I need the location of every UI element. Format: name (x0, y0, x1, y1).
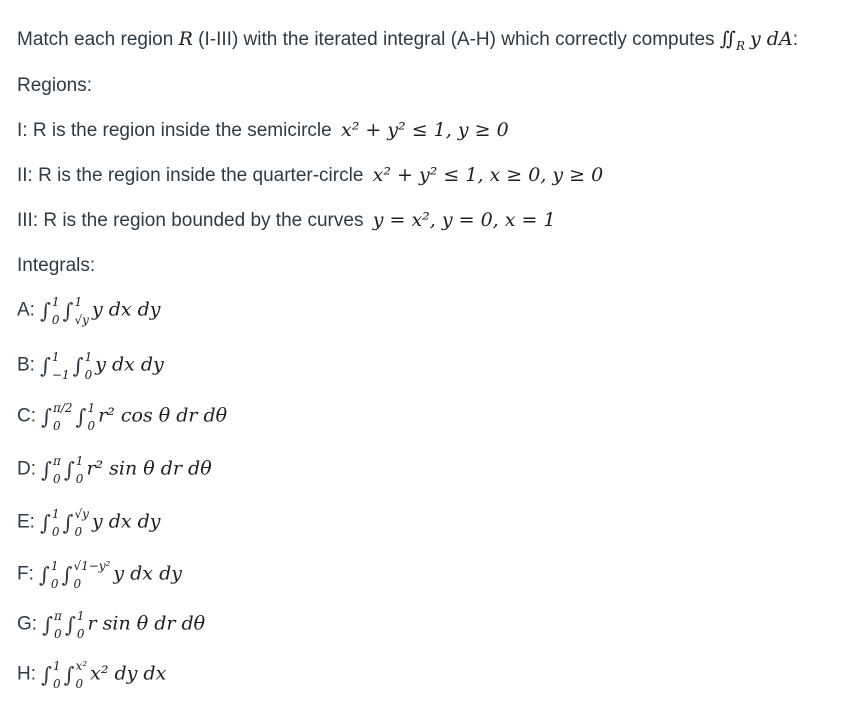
inner-limits (87, 401, 96, 433)
inner-integral-sign: ∫ (64, 612, 76, 637)
integral-row-D (17, 454, 212, 486)
region-math: x² + y² ≤ 1, x ≥ 0, y ≥ 0 (372, 164, 604, 186)
region-row-II (17, 166, 603, 185)
outer-integral-sign: ∫ (39, 353, 51, 378)
integral-label: D: (17, 458, 36, 480)
integral-label: C: (17, 405, 36, 427)
outer-lower-limit: 0 (54, 626, 62, 641)
outer-limits (52, 659, 61, 691)
outer-limits (54, 609, 62, 641)
integrand: y dx dy (95, 353, 164, 376)
prompt-integral-subscript: R (735, 38, 746, 53)
outer-integral-sign: ∫ (41, 662, 52, 687)
integral-row-A (17, 295, 161, 327)
integrals-heading: Integrals: (17, 255, 96, 276)
outer-integral-sign: ∫ (41, 457, 52, 482)
inner-limits (74, 507, 89, 539)
inner-lower-limit: √y (74, 312, 89, 327)
inner-integral-sign: ∫ (61, 562, 73, 587)
prompt-integrand: y dA (750, 28, 793, 50)
outer-lower-limit: 0 (51, 524, 60, 539)
outer-integral-sign: ∫ (41, 404, 52, 429)
outer-lower-limit: 0 (52, 418, 61, 433)
region-row-I (17, 121, 509, 140)
outer-upper-limit: 1 (51, 350, 60, 364)
integral-label: F: (17, 563, 34, 585)
inner-upper-limit: √1−y² (73, 559, 111, 573)
region-text: R is the region bounded by the curves (43, 210, 364, 231)
outer-integral-sign: ∫ (42, 612, 54, 637)
integral-label: E: (17, 511, 35, 533)
region-math: x² + y² ≤ 1, y ≥ 0 (340, 119, 509, 141)
region-text: R is the region inside the semicircle (32, 120, 332, 141)
inner-limits (75, 659, 88, 691)
integrand: y dx dy (113, 562, 182, 585)
integral-label: G: (17, 613, 38, 635)
outer-integral-sign: ∫ (39, 510, 51, 535)
inner-lower-limit: 0 (74, 524, 83, 539)
outer-limits (51, 507, 60, 539)
outer-upper-limit: 1 (51, 295, 60, 309)
integrand: y dx dy (91, 510, 161, 533)
outer-upper-limit: π/2 (52, 401, 73, 415)
integral-row-G (17, 609, 206, 641)
outer-limits (51, 350, 70, 382)
inner-limits (74, 295, 89, 327)
outer-integral-sign: ∫ (38, 562, 50, 587)
question-prompt (17, 30, 798, 52)
inner-integral-sign: ∫ (63, 662, 75, 687)
prompt-double-integral: ∬ (719, 28, 736, 50)
integrand: r² cos θ dr dθ (98, 404, 228, 427)
integral-row-C (17, 401, 228, 433)
outer-lower-limit: 0 (52, 471, 61, 486)
integrand: y dx dy (91, 298, 161, 321)
inner-upper-limit: 1 (76, 609, 85, 623)
prompt-region-symbol: R (178, 28, 193, 50)
inner-lower-limit: 0 (75, 471, 84, 486)
inner-limits (84, 350, 93, 382)
integrand: r sin θ dr dθ (87, 612, 206, 635)
inner-limits (76, 609, 85, 641)
integral-row-H (17, 659, 167, 691)
prompt-colon: : (792, 29, 798, 50)
inner-lower-limit: 0 (75, 676, 84, 691)
outer-upper-limit: π (52, 454, 61, 468)
regions-heading: Regions: (17, 75, 92, 96)
outer-upper-limit: π (54, 609, 62, 623)
inner-upper-limit: 1 (84, 350, 93, 364)
outer-lower-limit: 0 (51, 312, 60, 327)
inner-upper-limit: 1 (75, 454, 84, 468)
integral-label: A: (17, 299, 35, 321)
inner-integral-sign: ∫ (62, 298, 74, 323)
inner-upper-limit: 1 (74, 295, 83, 309)
prompt-text-before: Match each region (17, 29, 179, 50)
region-text: R is the region inside the quarter-circle (38, 165, 364, 186)
inner-lower-limit: 0 (76, 626, 85, 641)
integral-row-B (17, 350, 164, 382)
outer-limits (50, 559, 59, 591)
inner-integral-sign: ∫ (72, 353, 84, 378)
outer-limits (51, 295, 60, 327)
integral-row-E (17, 507, 161, 539)
outer-upper-limit: 1 (52, 659, 61, 673)
inner-upper-limit: x² (75, 659, 88, 673)
inner-lower-limit: 0 (87, 418, 96, 433)
inner-integral-sign: ∫ (75, 404, 87, 429)
inner-upper-limit: √y (74, 507, 89, 521)
inner-lower-limit: 0 (73, 576, 82, 591)
outer-limits (52, 454, 61, 486)
outer-lower-limit: −1 (51, 367, 70, 382)
integral-label: B: (17, 354, 35, 376)
region-row-III (17, 211, 556, 230)
integral-row-F (17, 559, 182, 591)
inner-upper-limit: 1 (87, 401, 96, 415)
outer-upper-limit: 1 (50, 559, 59, 573)
integrand: r² sin θ dr dθ (86, 457, 212, 480)
region-label: II: (17, 165, 33, 186)
region-math: y = x², y = 0, x = 1 (372, 209, 556, 231)
inner-limits (75, 454, 84, 486)
inner-limits (73, 559, 111, 591)
inner-integral-sign: ∫ (62, 510, 74, 535)
region-label: I: (17, 120, 28, 141)
inner-integral-sign: ∫ (63, 457, 75, 482)
region-label: III: (17, 210, 39, 231)
inner-lower-limit: 0 (84, 367, 93, 382)
integrand: x² dy dx (90, 662, 167, 685)
outer-lower-limit: 0 (50, 576, 59, 591)
integral-label: H: (17, 663, 36, 685)
outer-lower-limit: 0 (52, 676, 61, 691)
outer-limits (52, 401, 73, 433)
prompt-text-middle: (I-III) with the iterated integral (A-H) which correctly computes (192, 29, 720, 50)
outer-upper-limit: 1 (51, 507, 60, 521)
outer-integral-sign: ∫ (39, 298, 51, 323)
